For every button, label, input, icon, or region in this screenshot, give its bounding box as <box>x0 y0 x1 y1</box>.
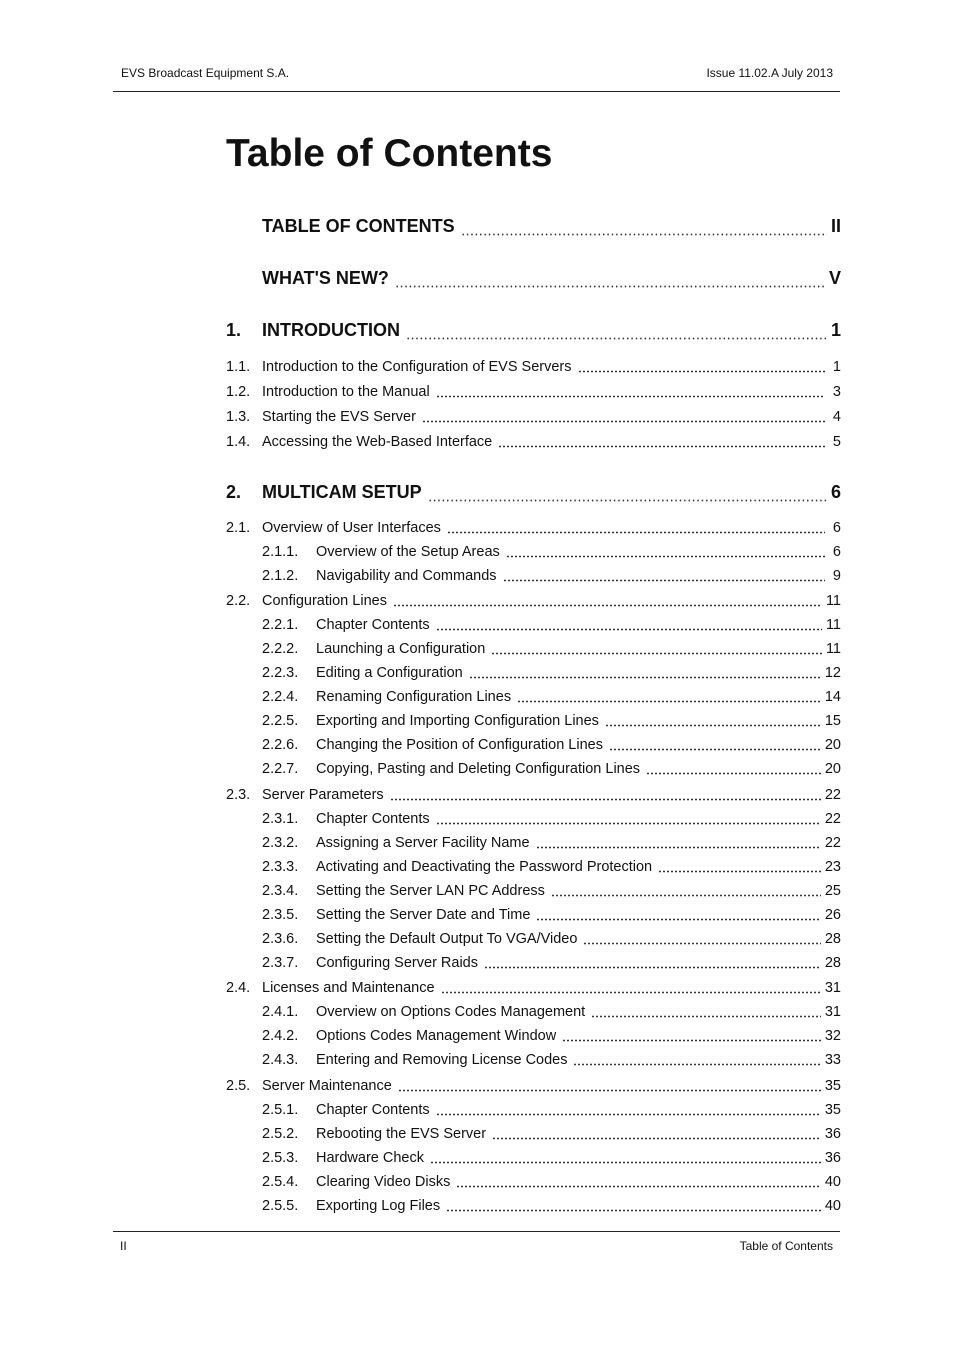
toc-entry-label: Exporting and Importing Configuration Lines <box>316 712 599 729</box>
toc-entry-number: 2.3.2. <box>262 834 299 851</box>
toc-entry[interactable] <box>226 266 841 289</box>
toc-entry-number: 1.4. <box>226 433 251 450</box>
dot-leader <box>498 434 825 449</box>
toc-entry-label: Introduction to the Configuration of EVS Servers <box>262 358 572 375</box>
dot-leader <box>390 787 821 802</box>
dot-leader <box>573 1052 820 1067</box>
toc-entry-label: Setting the Server Date and Time <box>316 906 531 923</box>
toc-entry[interactable] <box>226 686 841 705</box>
toc-entry-page: 5 <box>832 433 841 450</box>
toc-entry[interactable] <box>226 734 841 753</box>
toc-entry-label: Configuring Server Raids <box>316 954 478 971</box>
toc-entry-label: Chapter Contents <box>316 616 430 633</box>
toc-entry-number: 2.3.3. <box>262 858 299 875</box>
dot-leader <box>646 761 821 776</box>
toc-entry-label: WHAT'S NEW? <box>262 268 389 288</box>
toc-entry-page: 1 <box>832 358 841 375</box>
toc-entry-number: 2.1.2. <box>262 567 299 584</box>
toc-entry-label: Navigability and Commands <box>316 567 497 584</box>
toc-entry-page: 20 <box>824 736 841 753</box>
toc-entry[interactable] <box>226 318 841 341</box>
toc-entry-page: 22 <box>824 834 841 851</box>
toc-entry-page: II <box>830 216 841 236</box>
toc-entry[interactable] <box>226 758 841 777</box>
page-header <box>113 64 840 92</box>
dot-leader <box>436 811 821 826</box>
toc-entry[interactable] <box>226 1123 841 1142</box>
dot-leader <box>393 593 822 608</box>
toc-entry-page: 22 <box>824 810 841 827</box>
toc-entry[interactable] <box>226 356 841 375</box>
toc-entry[interactable] <box>226 977 841 996</box>
toc-entry-number: 1. <box>226 320 242 340</box>
footer-section: Table of Contents <box>739 1239 833 1253</box>
toc-entry-page: 31 <box>824 979 841 996</box>
dot-leader <box>492 1126 821 1141</box>
toc-entry-label: Editing a Configuration <box>316 664 463 681</box>
toc-entry-number: 2.2.2. <box>262 640 299 657</box>
toc-entry-number: 2.5.4. <box>262 1173 299 1190</box>
dot-leader <box>503 568 825 583</box>
toc-entry[interactable] <box>226 1075 841 1094</box>
toc-entry-page: 9 <box>832 567 841 584</box>
toc-entry-number: 2.2. <box>226 592 251 609</box>
toc-entry-number: 2.3.7. <box>262 954 299 971</box>
dot-leader <box>395 270 825 288</box>
toc-entry-number: 2.4. <box>226 979 251 996</box>
toc-entry-page: 11 <box>825 616 841 633</box>
toc-entry-page: 4 <box>832 408 841 425</box>
toc-entry-label: Clearing Video Disks <box>316 1173 451 1190</box>
dot-leader <box>536 907 820 922</box>
toc-entry-number: 2.4.3. <box>262 1051 299 1068</box>
toc-entry-number: 2.5.5. <box>262 1197 299 1214</box>
toc-entry[interactable] <box>226 590 841 609</box>
dot-leader <box>436 1102 821 1117</box>
toc-entry-label: Overview on Options Codes Management <box>316 1003 586 1020</box>
toc-entry[interactable] <box>226 1147 841 1166</box>
toc-entry-number: 2.1.1. <box>262 543 299 560</box>
dot-leader <box>491 641 822 656</box>
toc-entry-page: 40 <box>824 1197 841 1214</box>
toc-entry[interactable] <box>226 1099 841 1118</box>
toc-entry[interactable] <box>226 1025 841 1044</box>
page-title: Table of Contents <box>226 132 553 175</box>
toc-entry-label: Licenses and Maintenance <box>262 979 435 996</box>
dot-leader <box>430 1150 821 1165</box>
dot-leader <box>551 883 821 898</box>
toc-entry-page: 25 <box>824 882 841 899</box>
toc-entry-page: 36 <box>824 1149 841 1166</box>
toc-entry-page: 40 <box>824 1173 841 1190</box>
dot-leader <box>591 1004 821 1019</box>
toc-entry[interactable] <box>226 662 841 681</box>
toc-entry[interactable] <box>226 431 841 450</box>
toc-entry-label: Server Parameters <box>262 786 384 803</box>
toc-entry[interactable] <box>226 1049 841 1068</box>
toc-entry-number: 1.2. <box>226 383 251 400</box>
toc-entry-number: 1.3. <box>226 408 251 425</box>
toc-entry-number: 2.2.4. <box>262 688 299 705</box>
toc-entry-page: 20 <box>824 760 841 777</box>
toc-entry[interactable] <box>226 928 841 947</box>
toc-entry-number: 2.3.5. <box>262 906 299 923</box>
toc-entry[interactable] <box>226 808 841 827</box>
toc-entry-page: 14 <box>824 688 841 705</box>
toc-entry-page: 15 <box>824 712 841 729</box>
toc-entry-number: 2.2.1. <box>262 616 299 633</box>
toc-entry[interactable] <box>226 856 841 875</box>
toc-entry-label: Copying, Pasting and Deleting Configuration Lines <box>316 760 641 777</box>
toc-entry[interactable] <box>226 904 841 923</box>
toc-entry-page: 12 <box>824 664 841 681</box>
toc-entry-label: Activating and Deactivating the Password Protection <box>316 858 653 875</box>
toc-entry-number: 2.2.7. <box>262 760 299 777</box>
toc-entry-label: Rebooting the EVS Server <box>316 1125 487 1142</box>
toc-entry-label: Hardware Check <box>316 1149 424 1166</box>
toc-entry-page: 36 <box>824 1125 841 1142</box>
toc-entry-label: Accessing the Web-Based Interface <box>262 433 493 450</box>
toc-entry[interactable] <box>226 1001 841 1020</box>
toc-entry-label: Setting the Default Output To VGA/Video <box>316 930 578 947</box>
toc-entry-number: 2.5.3. <box>262 1149 299 1166</box>
toc-entry-label: Configuration Lines <box>262 592 387 609</box>
toc-entry[interactable] <box>226 541 841 560</box>
toc-entry-number: 2.2.5. <box>262 712 299 729</box>
dot-leader <box>517 689 821 704</box>
toc-entry[interactable] <box>226 832 841 851</box>
dot-leader <box>536 835 821 850</box>
toc-entry-label: Exporting Log Files <box>316 1197 441 1214</box>
toc-entry-label: Chapter Contents <box>316 810 430 827</box>
toc-entry-page: 28 <box>824 930 841 947</box>
dot-leader <box>422 409 825 424</box>
dot-leader <box>469 665 821 680</box>
toc-entry-label: Renaming Configuration Lines <box>316 688 512 705</box>
toc-entry-label: Introduction to the Manual <box>262 383 430 400</box>
toc-entry-number: 2.4.2. <box>262 1027 299 1044</box>
toc-entry-page: 6 <box>832 543 841 560</box>
toc-entry-label: INTRODUCTION <box>262 320 400 340</box>
toc-entry-label: Starting the EVS Server <box>262 408 416 425</box>
toc-entry-number: 2. <box>226 482 242 502</box>
toc-entry-number: 2.5. <box>226 1077 251 1094</box>
footer-page-number: II <box>120 1239 127 1253</box>
dot-leader <box>428 484 827 502</box>
toc-entry-page: 23 <box>824 858 841 875</box>
toc-entry-page: 22 <box>824 786 841 803</box>
toc-entry[interactable] <box>226 1195 841 1214</box>
toc-entry-label: TABLE OF CONTENTS <box>262 216 455 236</box>
toc-entry-number: 2.1. <box>226 519 251 536</box>
toc-entry-page: 28 <box>824 954 841 971</box>
dot-leader <box>562 1028 821 1043</box>
toc-entry-label: MULTICAM SETUP <box>262 482 422 502</box>
dot-leader <box>461 218 827 236</box>
toc-entry[interactable] <box>226 710 841 729</box>
dot-leader <box>456 1174 821 1189</box>
toc-entry[interactable] <box>226 565 841 584</box>
toc-entry-label: Launching a Configuration <box>316 640 486 657</box>
toc-entry-label: Assigning a Server Facility Name <box>316 834 530 851</box>
toc-entry[interactable] <box>226 381 841 400</box>
toc-entry-label: Overview of the Setup Areas <box>316 543 500 560</box>
toc-entry-number: 2.3.4. <box>262 882 299 899</box>
toc-entry-number: 2.4.1. <box>262 1003 299 1020</box>
dot-leader <box>446 1198 821 1213</box>
toc-entry-page: 1 <box>830 320 841 340</box>
dot-leader <box>436 617 822 632</box>
toc-entry-page: 11 <box>825 592 841 609</box>
header-issue: Issue 11.02.A July 2013 <box>706 66 833 80</box>
dot-leader <box>605 713 821 728</box>
page-footer <box>113 1231 840 1253</box>
toc-entry[interactable] <box>226 214 841 237</box>
dot-leader <box>609 737 821 752</box>
dot-leader <box>441 980 821 995</box>
toc-entry-page: 33 <box>824 1051 841 1068</box>
toc-entry-page: V <box>828 268 841 288</box>
toc-entry[interactable] <box>226 614 841 633</box>
toc-entry-page: 26 <box>824 906 841 923</box>
dot-leader <box>583 931 820 946</box>
toc-entry-number: 2.3. <box>226 786 251 803</box>
toc-entry-label: Changing the Position of Configuration Lines <box>316 736 603 753</box>
toc-entry-label: Overview of User Interfaces <box>262 519 441 536</box>
toc-entry-page: 32 <box>824 1027 841 1044</box>
dot-leader <box>447 520 825 535</box>
dot-leader <box>484 955 821 970</box>
toc-entry-number: 2.3.1. <box>262 810 299 827</box>
toc-entry[interactable] <box>226 784 841 803</box>
toc-entry-page: 35 <box>824 1101 841 1118</box>
dot-leader <box>436 384 825 399</box>
toc-entry[interactable] <box>226 638 841 657</box>
toc-entry-page: 31 <box>824 1003 841 1020</box>
toc-entry-page: 6 <box>830 482 841 502</box>
toc-entry[interactable] <box>226 517 841 536</box>
dot-leader <box>506 544 825 559</box>
toc-entry-label: Options Codes Management Window <box>316 1027 557 1044</box>
dot-leader <box>578 359 825 374</box>
toc-entry-number: 2.2.6. <box>262 736 299 753</box>
header-company: EVS Broadcast Equipment S.A. <box>121 66 290 80</box>
toc-entry-label: Chapter Contents <box>316 1101 430 1118</box>
toc-entry-number: 1.1. <box>226 358 251 375</box>
dot-leader <box>406 322 827 340</box>
toc-entry-number: 2.3.6. <box>262 930 299 947</box>
dot-leader <box>398 1078 821 1093</box>
toc-entry-label: Setting the Server LAN PC Address <box>316 882 545 899</box>
toc-entry[interactable] <box>226 952 841 971</box>
toc-entry-number: 2.5.2. <box>262 1125 299 1142</box>
toc-entry-number: 2.2.3. <box>262 664 299 681</box>
toc-entry-number: 2.5.1. <box>262 1101 299 1118</box>
toc-entry[interactable] <box>226 480 841 503</box>
toc-entry-page: 6 <box>832 519 841 536</box>
toc-entry[interactable] <box>226 1171 841 1190</box>
toc-entry-page: 35 <box>824 1077 841 1094</box>
dot-leader <box>658 859 821 874</box>
toc-entry[interactable] <box>226 406 841 425</box>
toc-entry-label: Entering and Removing License Codes <box>316 1051 568 1068</box>
toc-entry[interactable] <box>226 880 841 899</box>
toc-entry-page: 3 <box>832 383 841 400</box>
toc-entry-page: 11 <box>825 640 841 657</box>
toc-entry-label: Server Maintenance <box>262 1077 392 1094</box>
